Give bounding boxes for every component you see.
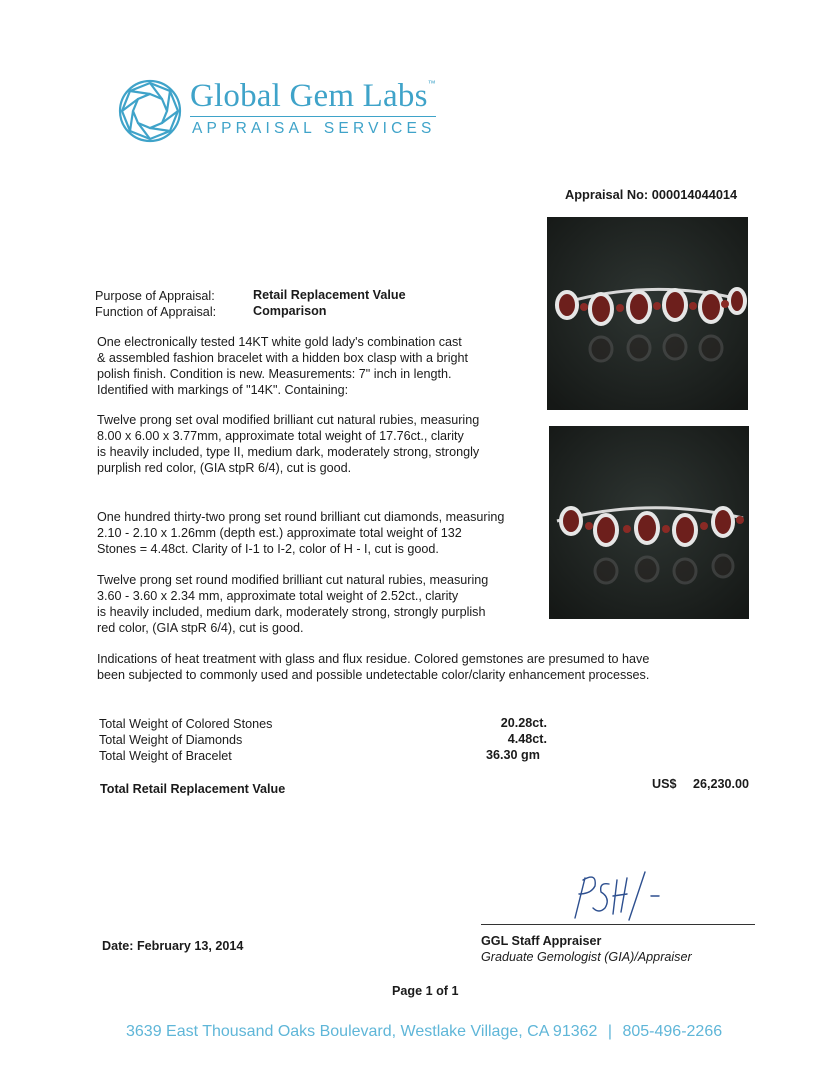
function-label: Function of Appraisal: [95, 305, 217, 319]
treatment-line: Indications of heat treatment with glass and flux residue. Colored gemstones are presumed to have [97, 652, 650, 666]
gem-logo-icon [117, 78, 183, 144]
appraiser-title: GGL Staff Appraiser [481, 934, 602, 948]
totals-row [99, 749, 559, 765]
stone-line: is heavily included, medium dark, moderately strong, strongly purplish [97, 605, 486, 619]
description-line: polish finish. Condition is new. Measurements: 7" inch in length. [97, 367, 452, 381]
logo [117, 76, 457, 146]
date: Date: February 13, 2014 [102, 939, 244, 953]
treatment-disclosure [97, 651, 757, 683]
logo-title [190, 80, 436, 113]
stone-line: Twelve prong set round modified brilliant cut natural rubies, measuring [97, 573, 489, 587]
function-value: Comparison [253, 304, 327, 318]
item-description [97, 334, 537, 398]
description-line: One electronically tested 14KT white gold lady's combination cast [97, 335, 462, 349]
retail-value-amount: 26,230.00 [693, 777, 750, 791]
description-line: Identified with markings of "14K". Containing: [97, 383, 349, 397]
footer-contact [126, 1023, 722, 1041]
footer-separator: | [607, 1023, 613, 1040]
totals-table [99, 717, 559, 765]
totals-value: 20.28ct. [500, 716, 547, 730]
totals-row [99, 717, 559, 733]
appraiser-signature [555, 868, 675, 924]
stone-line: One hundred thirty-two prong set round brilliant cut diamonds, measuring [97, 510, 505, 524]
stone-line: purplish red color, (GIA stpR 6/4), cut is good. [97, 461, 352, 475]
stone-line: Twelve prong set oval modified brilliant cut natural rubies, measuring [97, 413, 480, 427]
purpose-value: Retail Replacement Value [253, 288, 406, 302]
logo-title-text: Global Gem Labs [190, 78, 428, 114]
purpose-label: Purpose of Appraisal: [95, 289, 215, 303]
stone-line: 2.10 - 2.10 x 1.26mm (depth est.) approximate total weight of 132 [97, 526, 462, 540]
appraiser-credential: Graduate Gemologist (GIA)/Appraiser [481, 950, 692, 964]
stone-description-rubies-round [97, 572, 537, 636]
totals-label: Total Weight of Bracelet [99, 749, 232, 763]
signature-line [481, 924, 755, 925]
stone-description-diamonds [97, 509, 547, 557]
stone-line: Stones = 4.48ct. Clarity of I-1 to I-2, color of H - I, cut is good. [97, 542, 439, 556]
stone-line: 8.00 x 6.00 x 3.77mm, approximate total weight of 17.76ct., clarity [97, 429, 464, 443]
bracelet-photo-top [547, 217, 748, 410]
appraisal-number-value: 000014044014 [651, 187, 738, 202]
description-line: & assembled fashion bracelet with a hidden box clasp with a bright [97, 351, 469, 365]
totals-label: Total Weight of Colored Stones [99, 717, 273, 731]
logo-divider [190, 116, 436, 117]
logo-subtitle: APPRAISAL SERVICES [192, 120, 436, 137]
totals-label: Total Weight of Diamonds [99, 733, 243, 747]
retail-value-currency: US$ [652, 777, 677, 791]
stone-description-rubies-oval [97, 412, 537, 476]
retail-value-label: Total Retail Replacement Value [100, 782, 286, 796]
treatment-line: been subjected to commonly used and possible undetectable color/clarity enhancement processes. [97, 668, 650, 682]
stone-line: is heavily included, type II, medium dark, moderately strong, strongly [97, 445, 480, 459]
appraisal-number [565, 187, 737, 202]
appraisal-number-label: Appraisal No: [565, 187, 649, 202]
page-number: Page 1 of 1 [392, 984, 459, 998]
footer-phone: 805-496-2266 [622, 1023, 723, 1040]
logo-trademark: ™ [427, 79, 436, 88]
bracelet-photo-bottom [549, 426, 749, 619]
footer-address: 3639 East Thousand Oaks Boulevard, Westlake Village, CA 91362 [126, 1023, 598, 1040]
stone-line: red color, (GIA stpR 6/4), cut is good. [97, 621, 304, 635]
totals-value: 4.48ct. [507, 732, 547, 746]
totals-value: 36.30 gm [486, 748, 540, 762]
totals-row [99, 733, 559, 749]
stone-line: 3.60 - 3.60 x 2.34 mm, approximate total weight of 2.52ct., clarity [97, 589, 459, 603]
